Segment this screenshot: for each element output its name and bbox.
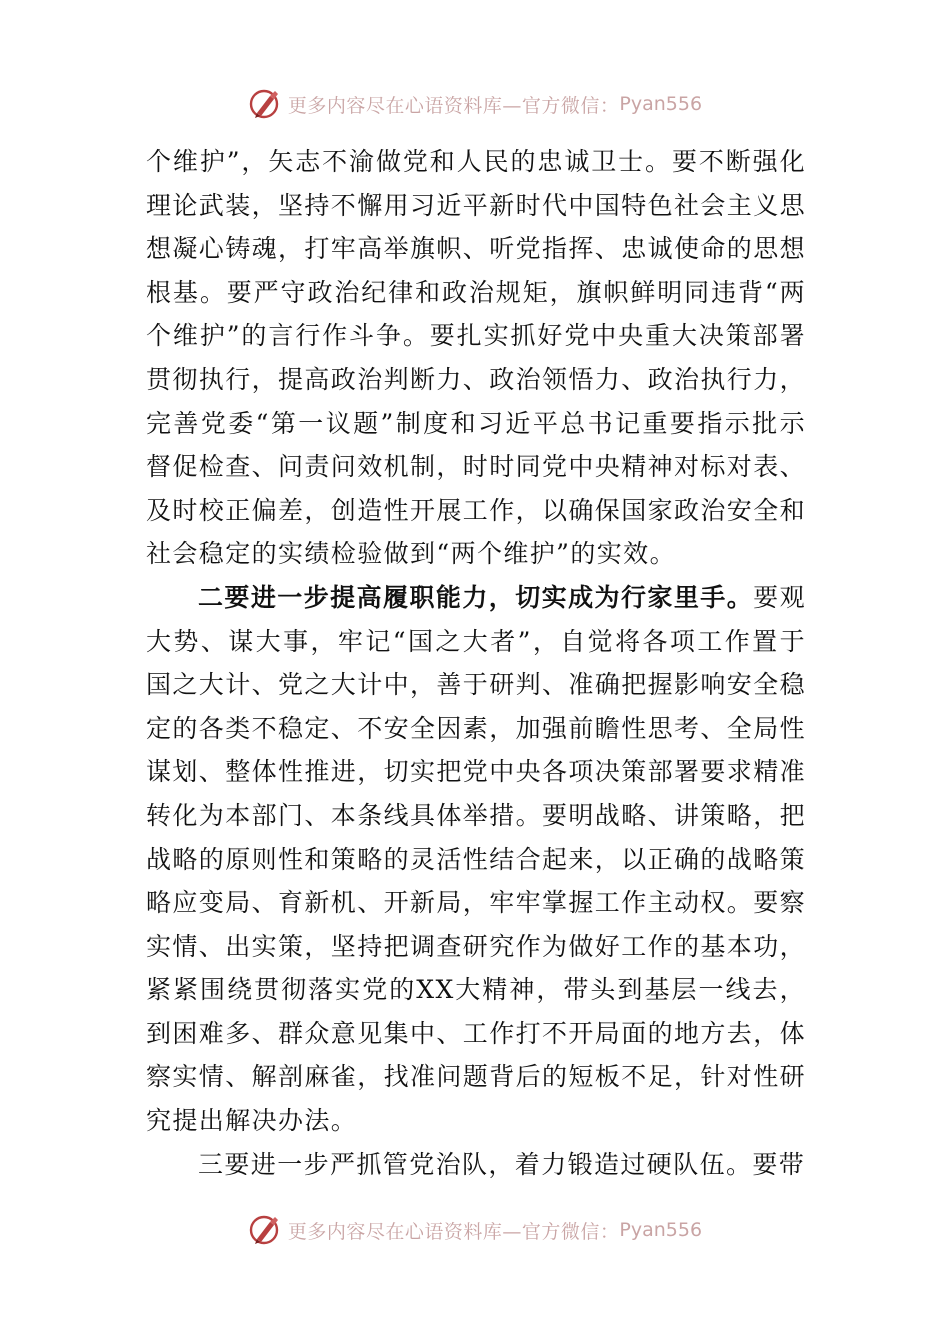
watermark-text: 更多内容尽在心语资料库—官方微信： <box>287 94 620 117</box>
watermark-wechat-id: Pyan556 <box>619 1219 703 1241</box>
paragraph-2-heading: 二要进一步提高履职能力，切实成为行家里手。 <box>198 582 754 612</box>
document-body <box>146 140 806 1186</box>
pen-logo-icon <box>248 87 282 121</box>
paragraph-1-text: 个维护”，矢志不渝做党和人民的忠诚卫士。要不断强化理论武装，坚持不懈用习近平新时代中国特色社会主义思想凝心铸魂，打牢高举旗帜、听党指挥、忠诚使命的思想根基。要严守政治纪律和政治规矩，旗帜鲜明同违背“两个维护”的言行作斗争。要扎实抓好党中央重大决策部署贯彻执行，提高政治判断力、政治领悟力、政治执行力，完善党委“第一议题”制度和习近平总书记重要指示批示督促检查、问责问效机制，时时同党中央精神对标对表、及时校正偏差，创造性开展工作，以确保国家政治安全和社会稳定的实绩检验做到“两个维护”的实效。 <box>146 147 807 569</box>
pen-logo-icon <box>248 1213 282 1247</box>
watermark-wechat-id: Pyan556 <box>619 93 703 115</box>
paragraph-3-text: 三要进一步严抓管党治队，着力锻造过硬队伍。要带 <box>198 1149 806 1179</box>
paragraph-2-text: 要观大势、谋大事，牢记“国之大者”，自觉将各项工作置于国之大计、党之大计中，善于研判、准确把握影响安全稳定的各类不稳定、不安全因素，加强前瞻性思考、全局性谋划、整体性推进，切实把党中央各项决策部署要求精准转化为本部门、本条线具体举措。要明战略、讲策略，把战略的原则性和策略的灵活性结合起来，以正确的战略策略应变局、育新机、开新局，牢牢掌握工作主动权。要察实情、出实策，坚持把调查研究作为做好工作的基本功，紧紧围绕贯彻落实党的XX大精神，带头到基层一线去，到困难多、群众意见集中、工作打不开局面的地方去，体察实情、解剖麻雀，找准问题背后的短板不足，针对性研究提出解决办法。 <box>146 582 807 1136</box>
paragraph-2 <box>146 576 806 1143</box>
watermark-text: 更多内容尽在心语资料库—官方微信： <box>287 1220 620 1243</box>
header-watermark <box>0 84 950 124</box>
footer-watermark <box>0 1210 950 1250</box>
paragraph-3 <box>146 1143 806 1187</box>
paragraph-1 <box>146 140 806 576</box>
